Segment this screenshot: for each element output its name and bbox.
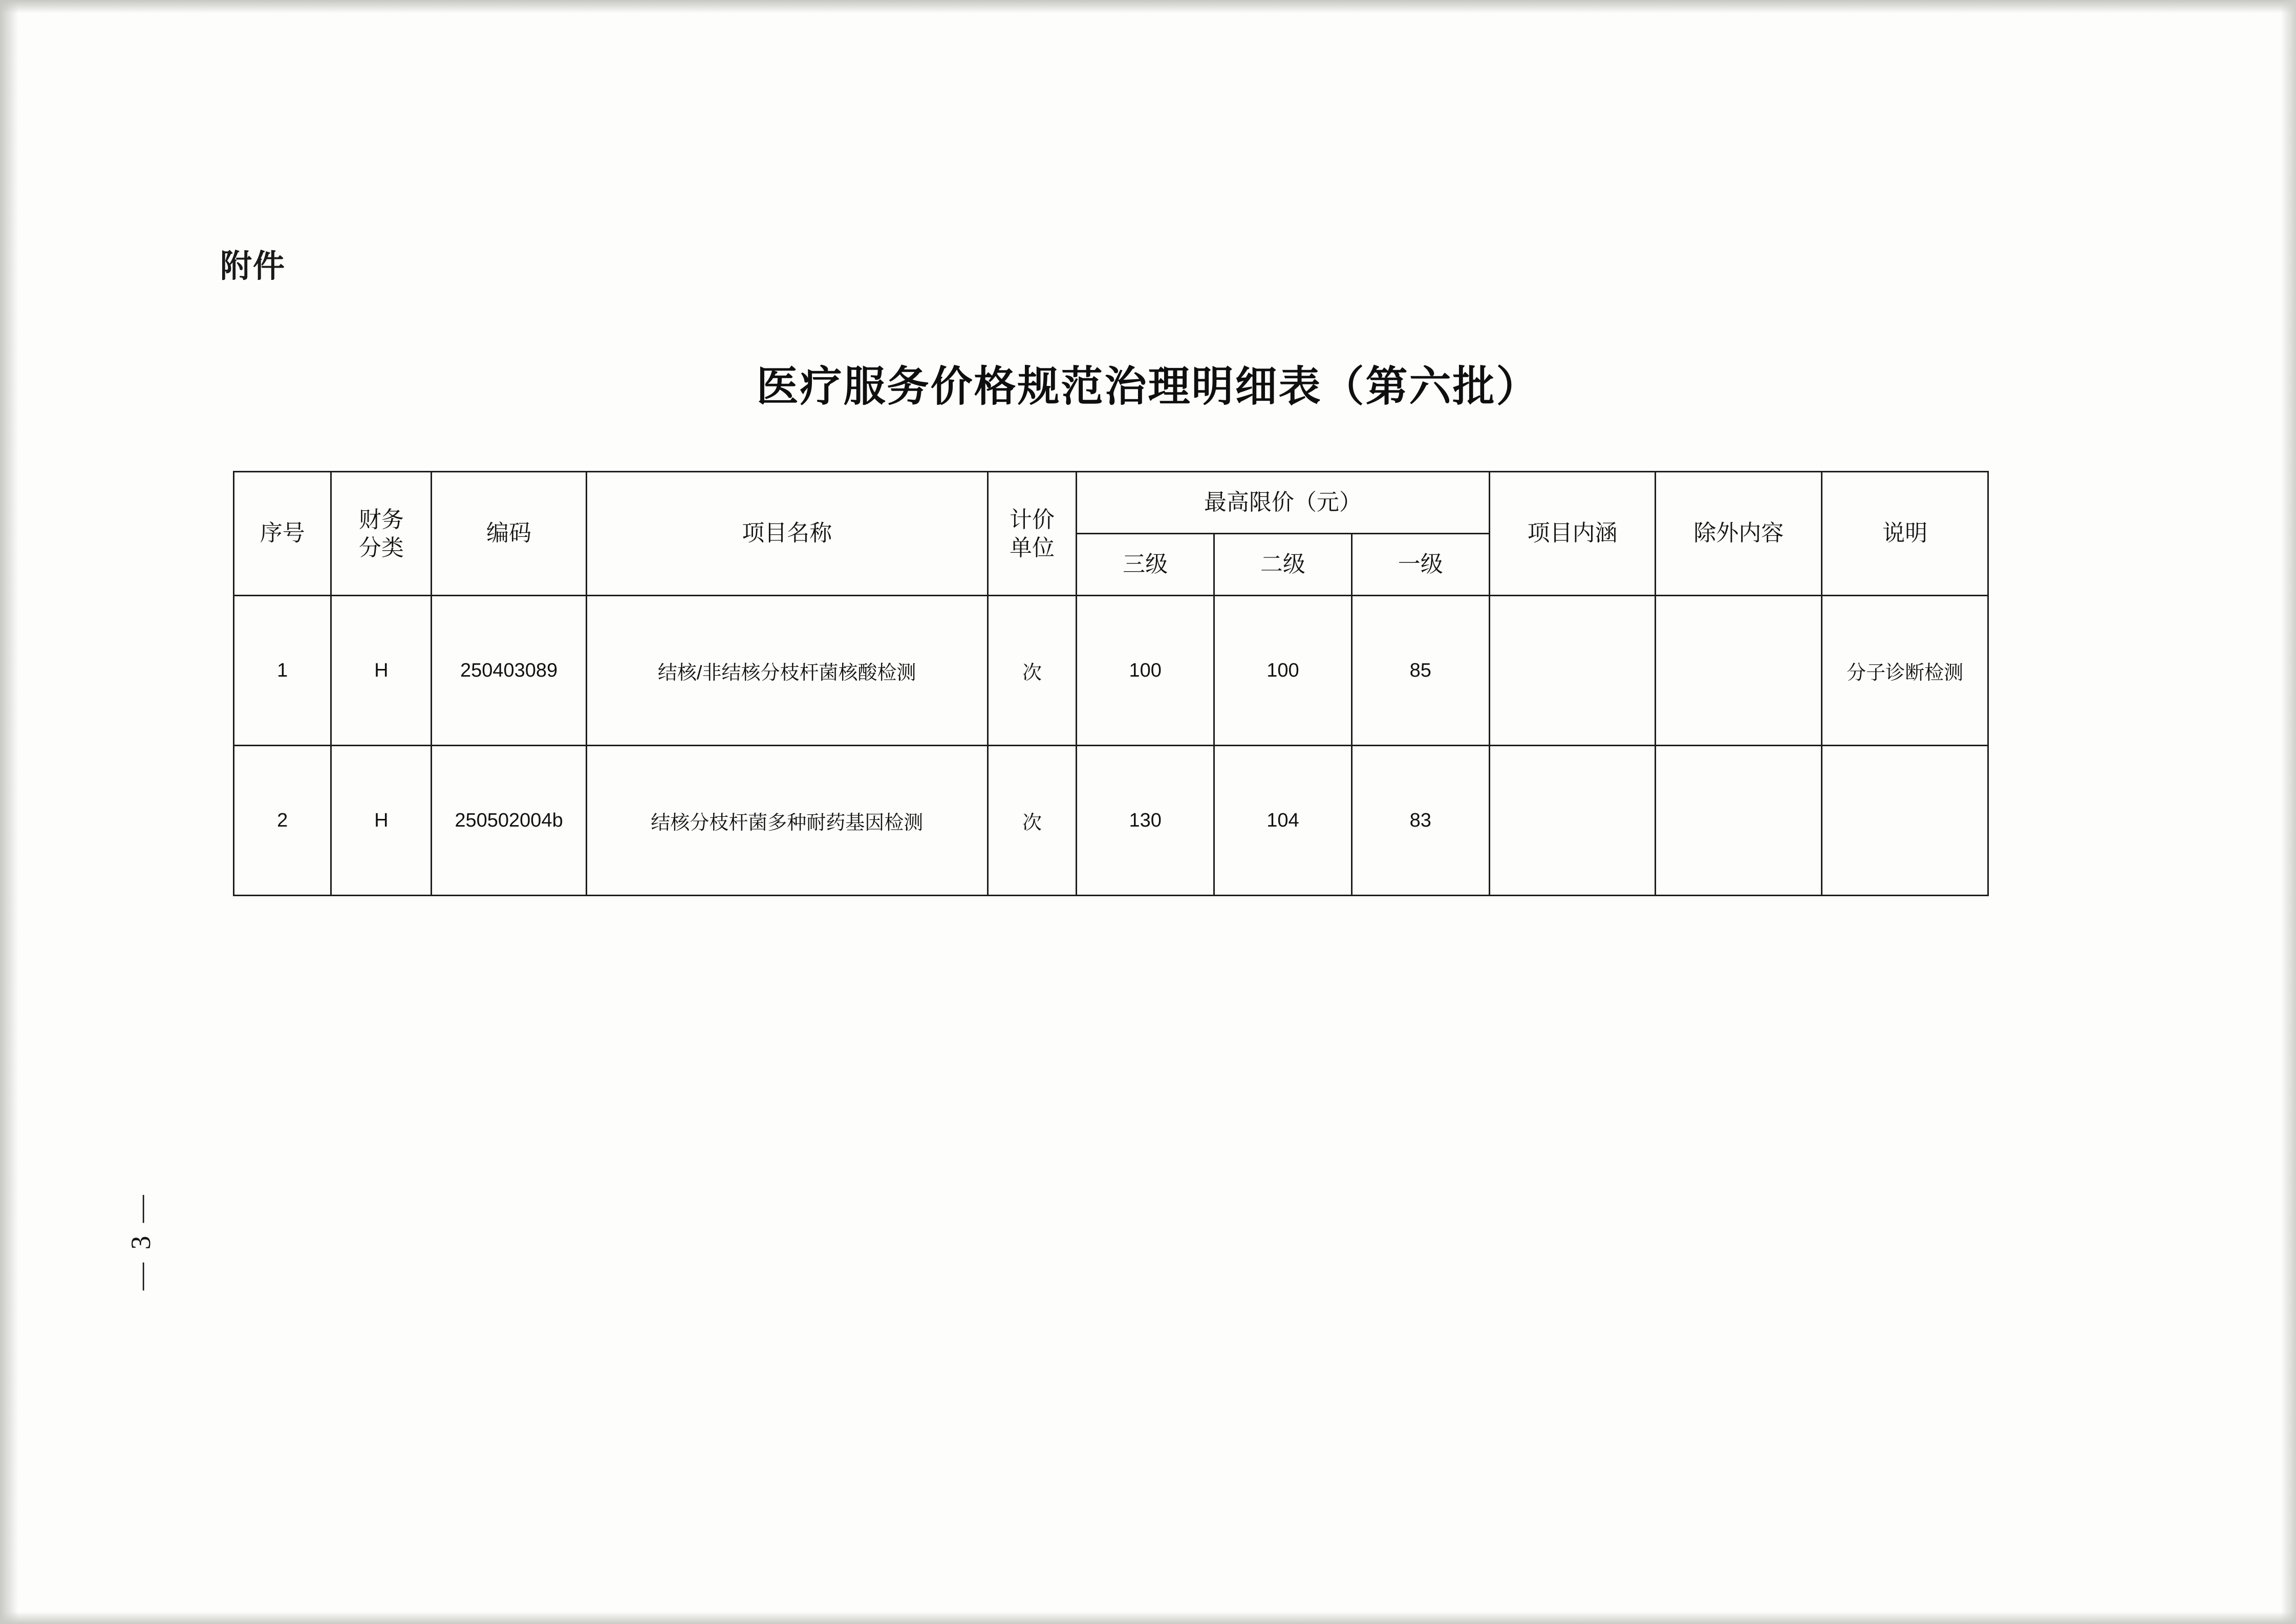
- header-item-name: 项目名称: [586, 472, 988, 596]
- header-max-price-group: 最高限价（元）: [1077, 472, 1489, 534]
- header-unit-line1: 计价: [1009, 507, 1055, 532]
- cell-level1: 83: [1351, 746, 1489, 896]
- header-finance-class-line1: 财务: [358, 507, 404, 532]
- cell-item-content: [1489, 596, 1656, 746]
- scan-edge-bottom: [0, 1612, 2296, 1624]
- cell-item-content: [1489, 746, 1656, 896]
- header-level2: 二级: [1214, 534, 1352, 596]
- table-row: [234, 746, 1988, 896]
- cell-level3: 130: [1077, 746, 1214, 896]
- header-finance-class: [331, 472, 432, 596]
- cell-finance-class: H: [331, 746, 432, 896]
- cell-unit: 次: [988, 746, 1077, 896]
- page-title: 医疗服务价格规范治理明细表（第六批）: [756, 363, 1540, 410]
- header-remarks: 说明: [1822, 472, 1988, 596]
- cell-item-name: 结核/非结核分枝杆菌核酸检测: [586, 596, 988, 746]
- cell-unit: 次: [988, 596, 1077, 746]
- cell-level2: 100: [1214, 596, 1352, 746]
- cell-level1: 85: [1351, 596, 1489, 746]
- cell-finance-class: H: [331, 596, 432, 746]
- cell-code: 250403089: [432, 596, 586, 746]
- cell-remarks: 分子诊断检测: [1822, 596, 1988, 746]
- header-level1: 一级: [1351, 534, 1489, 596]
- cell-exclusions: [1656, 596, 1822, 746]
- cell-item-name: 结核分枝杆菌多种耐药基因检测: [586, 746, 988, 896]
- scan-edge-top: [0, 0, 2296, 13]
- cell-code: 250502004b: [432, 746, 586, 896]
- header-item-content: 项目内涵: [1489, 472, 1656, 596]
- cell-seq: 2: [234, 746, 331, 896]
- scan-edge-left: [0, 0, 18, 1624]
- cell-seq: 1: [234, 596, 331, 746]
- header-finance-class-line2: 分类: [358, 535, 404, 560]
- header-unit-line2: 单位: [1009, 535, 1055, 560]
- cell-exclusions: [1656, 746, 1822, 896]
- header-seq: 序号: [234, 472, 331, 596]
- table-row: [234, 596, 1988, 746]
- page-number: — 3 —: [125, 1192, 156, 1290]
- attachment-label: 附件: [220, 249, 286, 284]
- header-code: 编码: [432, 472, 586, 596]
- price-table-wrapper: [233, 471, 1989, 896]
- header-exclusions: 除外内容: [1656, 472, 1822, 596]
- header-unit: [988, 472, 1077, 596]
- cell-level3: 100: [1077, 596, 1214, 746]
- scan-edge-right: [2281, 0, 2296, 1624]
- price-table: [233, 471, 1989, 896]
- header-level3: 三级: [1077, 534, 1214, 596]
- cell-remarks: [1822, 746, 1988, 896]
- cell-level2: 104: [1214, 746, 1352, 896]
